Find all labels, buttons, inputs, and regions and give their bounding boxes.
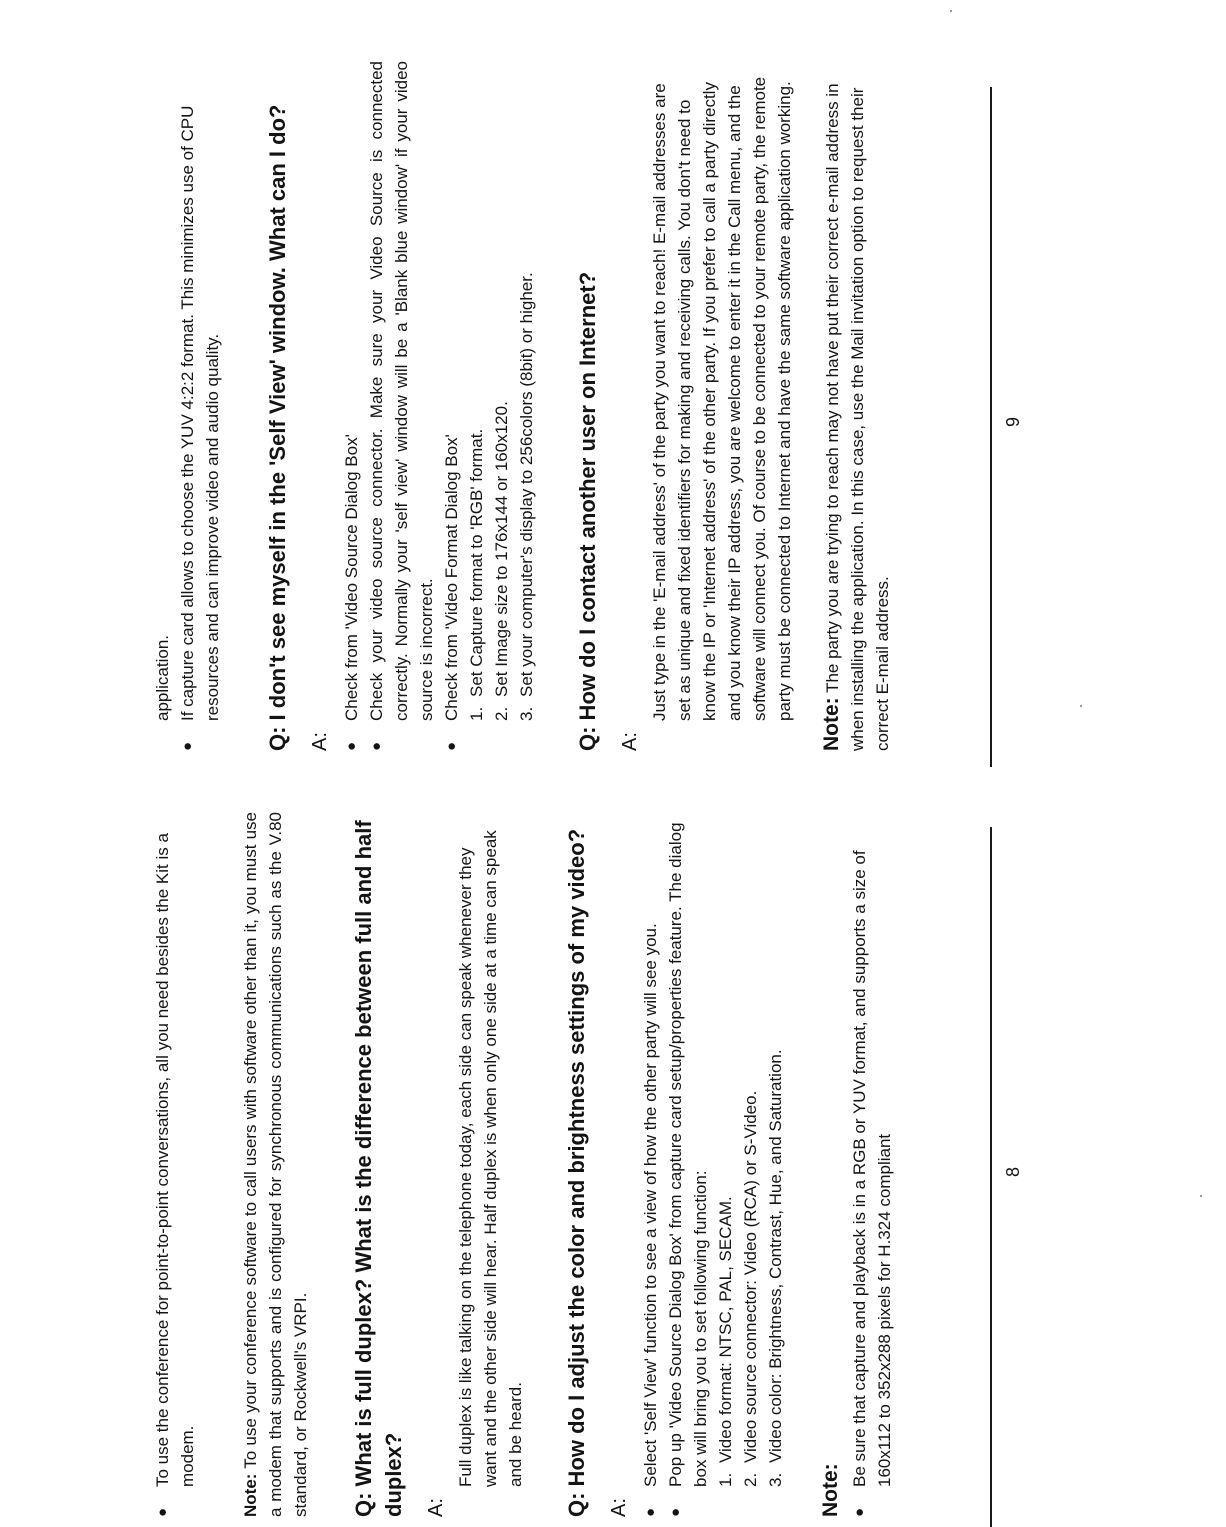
- list-number: 2.: [741, 1472, 760, 1487]
- question-color-brightness: Q: How do I adjust the color and brightness settings of my video?: [564, 828, 589, 1517]
- page-9-footer-rule: [990, 87, 992, 767]
- answer-bullets: [638, 812, 713, 1517]
- note-text: To use your conference software to call users with software other than it, you must use a modem that supports and is configured for synchronous communications such as the V.80 standard, or Rockwell's VRPI.: [241, 812, 310, 1517]
- list-item: [738, 812, 763, 1487]
- note-paragraph: [238, 812, 313, 1517]
- list-item: ● Check from 'Video Source Dialog Box': [339, 61, 364, 751]
- answer-numbered-list: [464, 61, 539, 751]
- capture-bullet: ● If capture card allows to choose the YUV 4:2:2 format. This minimizes use of CPU resources and can improve video and audio quality.: [175, 61, 225, 751]
- answer-label: A:: [309, 732, 331, 751]
- page-number-8: 8: [1003, 1166, 1023, 1177]
- list-item: [514, 61, 539, 721]
- list-item: ● Select 'Self View' function to see a view of how the other party will see you.: [638, 812, 663, 1517]
- intro-list: [150, 812, 200, 1517]
- list-number: 1.: [716, 1472, 735, 1487]
- answer-numbered-list: [713, 812, 788, 1517]
- list-text: Video color: Brightness, Contrast, Hue, and Saturation.: [766, 1049, 785, 1463]
- list-item: [464, 61, 489, 721]
- list-number: 1.: [467, 706, 486, 721]
- answer-label: A:: [608, 1498, 630, 1517]
- list-text: Video source connector: Video (RCA) or S-Video.: [741, 1090, 760, 1463]
- scan-speck: [1080, 705, 1082, 707]
- note-bullet: ● Be sure that capture and playback is in a RGB or YUV format, and supports a size of 160x112 to 352x288 pixels for H.324 compliant: [847, 812, 897, 1517]
- answer-full-duplex: Full duplex is like talking on the telephone today, each side can speak whenever they want and the other side will hear. Half duplex is when only one side at a time can speak and be heard.: [456, 830, 525, 1487]
- list-number: 3.: [766, 1472, 785, 1487]
- scan-speck: [950, 10, 952, 12]
- list-item: ● Check from 'Video Format Dialog Box': [439, 61, 464, 751]
- note-label: Note:: [241, 1473, 260, 1517]
- list-item: ● Check your video source connector. Make sure your Video Source is connected correctly. Normally your 'self view' window will be a 'Blank blue window' if your video source is incorrect.: [364, 61, 439, 751]
- list-item: [489, 61, 514, 721]
- list-item: [713, 812, 738, 1487]
- answer-bullets: [339, 61, 464, 751]
- page-8-footer-rule: [990, 827, 992, 1527]
- page-number-9: 9: [1003, 416, 1023, 427]
- list-text: Set your computer's display to 256colors (8bit) or higher.: [517, 272, 536, 697]
- capture-list: [175, 61, 225, 751]
- list-number: 3.: [517, 706, 536, 721]
- answer-label: A:: [425, 1498, 447, 1517]
- answer-label: A:: [619, 732, 641, 751]
- list-number: 2.: [492, 706, 511, 721]
- list-text: Set Image size to 176x144 or 160x120.: [492, 401, 511, 697]
- note-list: [847, 812, 897, 1517]
- page-9-column: [150, 61, 895, 751]
- note-text: The party you are trying to reach may not have put their correct e-mail address in when installing the application. In this case, use the Mail invitation option to request their correct E-mail address.: [823, 83, 892, 751]
- list-item: ● Pop up 'Video Source Dialog Box' from capture card setup/properties feature. The dialog box will bring you to set following function:: [663, 812, 713, 1517]
- intro-bullet: ● To use the conference for point-to-point conversations, all you need besides the Kit is a modem.: [150, 812, 200, 1517]
- page-8-column: [150, 812, 897, 1517]
- continued-text: application.: [153, 634, 172, 721]
- answer-contact-user: Just type in the 'E-mail address' of the party you want to reach! E-mail addresses are set as unique and fixed identifiers for making and receiving calls. You don't need to know the IP or 'Internet address' of the other party. If you prefer to call a party directly and you know their IP address, you are welcome to enter it in the Call menu, and the software will connect you. Of course to be connected to your remote party, the remote party must be connected to Internet and have the same software application working.: [650, 76, 794, 721]
- list-text: Set Capture format to 'RGB' format.: [467, 428, 486, 697]
- note-paragraph: [819, 61, 895, 751]
- question-self-view: Q: I don't see myself in the 'Self View' window. What can I do?: [265, 104, 290, 751]
- list-item: [763, 812, 788, 1487]
- note-label: Note:: [820, 697, 843, 751]
- list-text: Video format: NTSC, PAL, SECAM.: [716, 1196, 735, 1463]
- note-heading: Note:: [819, 1463, 842, 1517]
- question-contact-user: Q: How do I contact another user on Internet?: [575, 271, 600, 751]
- question-full-duplex: Q: What is full duplex? What is the difference between full and half duplex?: [351, 820, 406, 1517]
- scan-speck: [1200, 1195, 1202, 1197]
